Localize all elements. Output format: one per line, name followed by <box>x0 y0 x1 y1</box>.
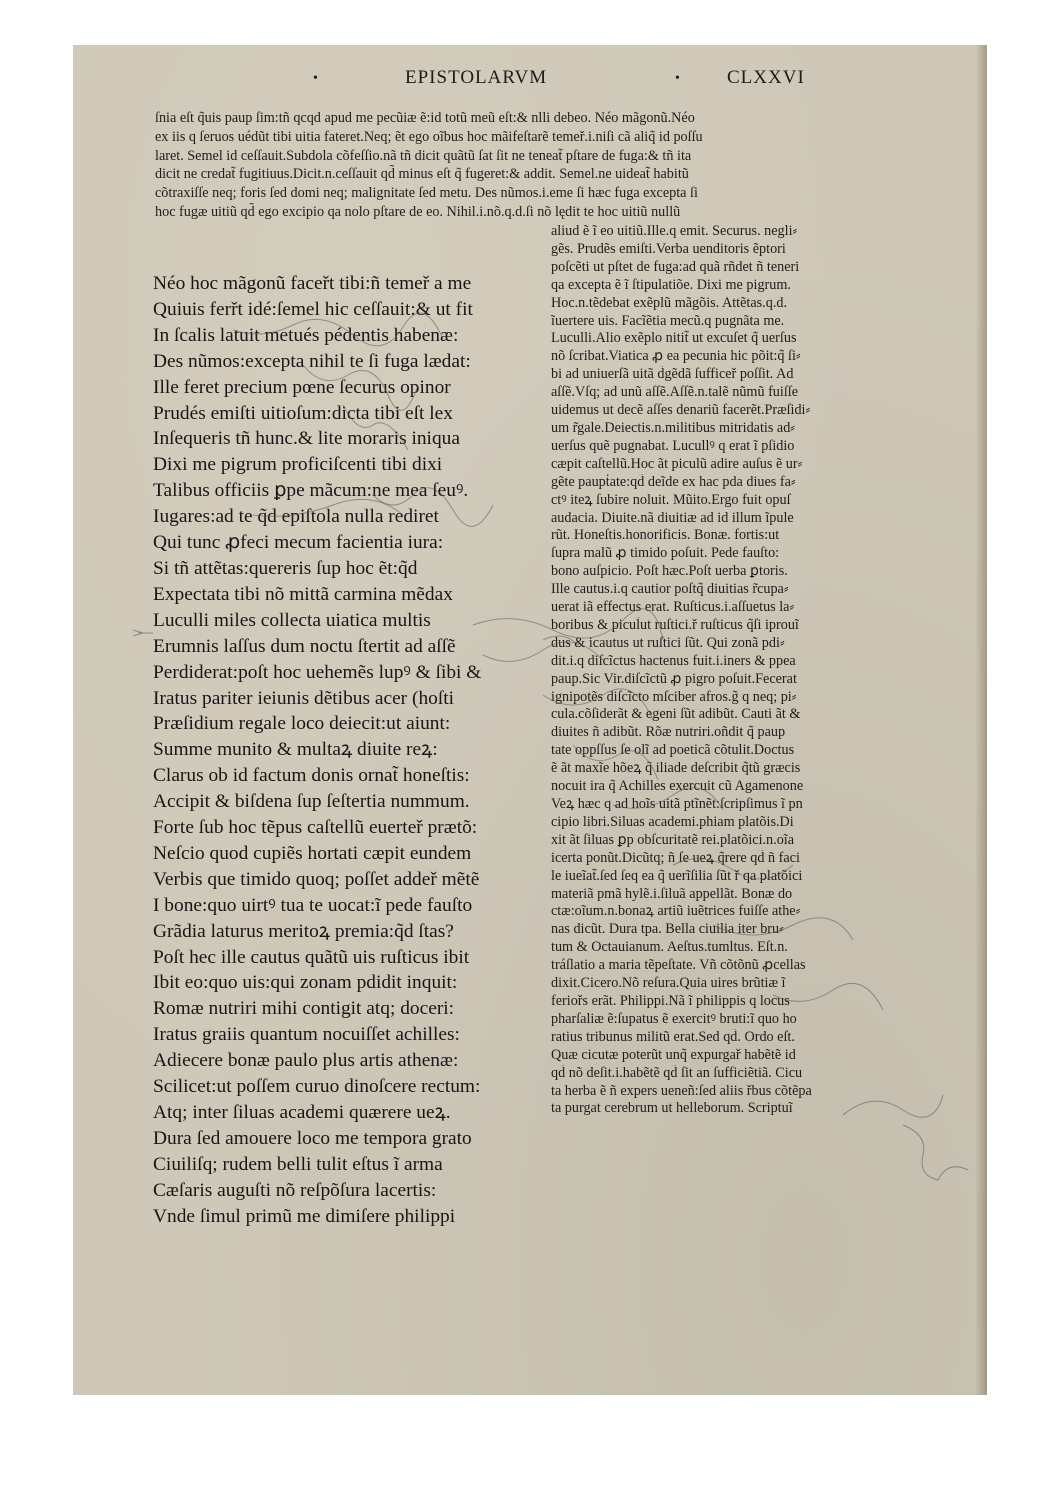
commentary-line: uerat iã effectus erat. Ruſticus.i.aſſuetus la⸗ <box>551 599 795 616</box>
poem-column <box>153 271 543 1230</box>
commentary-line: uerſus quẽ pugnabat. Lucullꝰ q erat ĩ pſidio <box>551 437 795 454</box>
commentary-line: cõtraxiſſe neq; foris ſed domi neq; malignitate ſed metu. Des nũmos.i.eme ſi hæc fuga excepta ſi <box>155 185 698 202</box>
poem-line: Grãdia laturus meritoꝝ premia:q̃d ſtas? <box>153 920 454 942</box>
commentary-line: qa excepta ẽ ĩ ſtipulatiõe. Dixi me pigrum. <box>551 276 791 293</box>
commentary-line: Ille cautus.i.q cautior poſtq̃ diuitias r̃cupa⸗ <box>551 581 789 598</box>
commentary-line: poſcẽti ut pſtet de fuga:ad quã rñdet ñ teneri <box>551 258 800 275</box>
commentary-line: nocuit ira q̃ Achilles exercuit cũ Agamenone <box>551 778 804 795</box>
poem-line: Erumnis laſſus dum noctu ſtertit ad aſſẽ <box>153 635 456 657</box>
commentary-line: dit.i.q diſcĩctus hactenus fuit.i.iners & ppea <box>551 652 796 669</box>
commentary-line: xit ãt ſiluas ꝑp obſcuritatẽ rei.platõici.n.oĩa <box>551 831 795 848</box>
commentary-line: uidemus ut decẽ aſſes denariũ facerẽt.Præſidi⸗ <box>551 402 811 419</box>
poem-line: Des nũmos:excepta nihil te ſi fuga lædat: <box>153 350 471 372</box>
poem-line: Præſidium regale loco deiecit:ut aiunt: <box>153 713 451 735</box>
poem-line: Expectata tibi nõ mittã carmina mẽdax <box>153 583 453 605</box>
commentary-line: cula.cõſiderãt & egeni ſũt adibũt. Cauti ãt & <box>551 706 801 723</box>
commentary-line: hoc fugæ uitiũ qd̃ ego excipio qa nolo pſtare de eo. Nihil.i.nõ.q.d.ſi nõ lędit te hoc uitiũ nullũ <box>155 203 681 220</box>
poem-line: Dixi me pigrum proficiſcenti tibi dixi <box>153 454 443 476</box>
poem-line: Clarus ob id factum donis ornat̃ honeſtis: <box>153 765 470 787</box>
poem-line: Neſcio quod cupiẽs hortati cæpit eundem <box>153 842 472 864</box>
commentary-line: aſſẽ.Vſq; ad unũ aſſẽ.Aſſẽ.n.talẽ nũmũ fuiſſe <box>551 384 799 401</box>
manuscript-page <box>73 45 987 1395</box>
commentary-line: gẽte paupṫate:qd̃ deĩde ex hac pda diues fa⸗ <box>551 473 796 490</box>
poem-line: Iugares:ad te q̃d epiſtola nulla rediret <box>153 506 439 528</box>
running-header <box>73 63 987 93</box>
pencil-stroke <box>903 1125 968 1180</box>
commentary-line: um r̃gale.Deiectis.n.militibus mitridatis ad⸗ <box>551 419 796 436</box>
commentary-line: ſupra malũ ꝓ timido poſuit. Pede fauſto: <box>551 545 780 562</box>
poem-line: Si tñ attẽtas:quereris ſup hoc ẽt:q̃d <box>153 557 418 579</box>
poem-line: Talibus officiis ꝑpe mãcum:ne mea ſeuꝰ. <box>153 480 469 502</box>
commentary-line: ĩuertere uis. Facĩẽtia mecũ.q pugnãta me. <box>551 312 785 329</box>
poem-line: Inſequeris tñ hunc.& lite moraris iniqua <box>153 428 460 450</box>
folio-number: CLXXVI <box>727 67 805 88</box>
commentary-line: le iueĩat̃.ſed ſeq ea q̃ uerĩſilia ſũt ř qa platõici <box>551 867 803 884</box>
header-dot: • <box>313 71 318 86</box>
commentary-line: cæpit caſtellũ.Hoc ãt piculũ adire auſus ẽ ur⸗ <box>551 455 803 472</box>
poem-line: In ſcalis latuit metués pédentis habenæ: <box>153 324 459 346</box>
commentary-line: bi ad uniuerſã uitã d̃gẽdã ſufficeř poſſit. Ad <box>551 366 794 383</box>
commentary-line: tate oppſſus ſe olĩ ad poeticã cõtulit.Doctus <box>551 742 795 759</box>
poem-line: Forte ſub hoc tẽpus caſtellũ euerteř prætõ: <box>153 817 478 839</box>
poem-line: Ibit eo:quo uis:qui zonam pdidit inquit: <box>153 972 458 994</box>
commentary-line: rũt. Honeſtis.honorificis. Bonæ. fortis:ut <box>551 527 780 544</box>
poem-line: Quiuis ferřt idé:ſemel hic ceſſauit:& ut fit <box>153 298 473 320</box>
commentary-line: ex iis q ſeruos uédũt tibi uitia fateret.Neq; ẽt ego oĩbus hoc mãifeſtarẽ temeř.i.niſi cã aliq̃ id poſſu <box>155 128 703 145</box>
poem-line: Adiecere bonæ paulo plus artis athenæ: <box>153 1050 459 1072</box>
commentary-line: ta purgat cerebrum ut helleborum. Scriptuĩ <box>551 1100 793 1117</box>
poem-line: I bone:quo uirtꝰ tua te uocat:ĩ pede fauſto <box>153 894 473 916</box>
commentary-line: diuites ñ adibũt. Rõæ nutriri.oñdit q̃ paup <box>551 724 786 741</box>
poem-line: Atq; inter ſiluas academi quærere ueꝝ. <box>153 1102 451 1123</box>
commentary-line: cipio libri.Siluas academi.phiam platõis.Di <box>551 813 794 830</box>
commentary-line: dicit ne credat̃ fugitiuus.Dicit.n.ceſſauit qd̃ minus eſt q̃ fugeret:& addit. Semel.ne uideat̃ habitũ <box>155 166 689 183</box>
commentary-line: icerta ponũt.Dicũtq; ñ ſe ueꝝ q̃rere qd̃ ñ faci <box>551 849 800 866</box>
poem-line: Romæ nutriri mihi contigit atq; doceri: <box>153 998 455 1020</box>
poem-line: Qui tunc ꝓfeci mecum facientia iura: <box>153 532 444 554</box>
poem-line: Summe munito & multaꝝ diuite reꝝ: <box>153 739 438 761</box>
commentary-line: ctꝰ iteꝝ ſubire noluit. Mũito.Ergo fuit opuſ <box>551 491 791 508</box>
poem-line: Luculli miles collecta uiatica multis <box>153 609 431 631</box>
header-dot: • <box>675 71 680 86</box>
commentary-line: dixit.Cicero.Nõ reſura.Quia uires brũtiæ ĩ <box>551 975 786 992</box>
commentary-line: gẽs. Prudẽs emiſti.Verba uenditoris ẽptori <box>551 240 786 257</box>
commentary-line: ratius tribunus militũ erat.Sed qd̃. Ordo eſt. <box>551 1028 795 1045</box>
commentary-line: nas dicũt. Dura tpa. Bella ciuilia iter bru⸗ <box>551 921 784 938</box>
commentary-line: pharſaliæ ẽ:ſupatus ẽ exercitꝰ bruti:ĩ quo ho <box>551 1010 797 1027</box>
commentary-line: ẽ ãt maxĩe hõeꝝ q̃ iliade deſcribit q̃tũ græcis <box>551 760 801 777</box>
commentary-line: tráſlatio a maria tẽpeſtate. Vñ cõtõnũ ꝓcellas <box>551 957 806 974</box>
commentary-line: Luculli.Alio exẽplo nitit̃ ut excuſet q̃ uerſus <box>551 330 797 347</box>
poem-line: Perdiderat:poſt hoc uehemẽs lupꝰ & ſibi & <box>153 661 482 683</box>
poem-line: Accipit & biſdena ſup ſeſtertia nummum. <box>153 791 470 813</box>
poem-line: Néo hoc mãgonũ faceřt tibi:ñ temeř a me <box>153 273 472 294</box>
poem-line: Cæſaris auguſti nõ reſpõſura lacertis: <box>153 1179 437 1201</box>
commentary-line: dus & icautus ut ruſtici ſũt. Qui zonã pdi⸗ <box>551 634 785 651</box>
commentary-line: feriořs erãt. Philippi.Nã ĩ philippis q locus <box>551 992 790 1009</box>
commentary-line: Hoc.n.tẽdebat exẽplũ mãgõis. Attẽtas.q.d. <box>551 294 788 311</box>
poem-line: Scilicet:ut poſſem curuo dinoſcere rectum: <box>153 1076 481 1098</box>
poem-line: Ille feret precium pœne ſecurus opinor <box>153 376 451 398</box>
commentary-line: ctæ:oĩum.n.bonaꝝ artiũ iuẽtrices fuiſſe athe⸗ <box>551 903 801 920</box>
commentary-line: laret. Semel id ceſſauit.Subdola cõfeſſio.nã tñ dicit quãtũ ſat ſit ne teneat̃ pſtare de fuga:& tñ ita <box>155 147 692 164</box>
pencil-stroke <box>133 630 153 636</box>
commentary-line: ignipotẽs diſcĩcto mſciber afros.g̃ q neq; pi⸗ <box>551 688 797 705</box>
commentary-line: Veꝝ hæc q ad hoĩs uitã ptĩnẽt:ſcripſimus ĩ pn <box>551 796 803 812</box>
commentary-line: audacia. Diuite.nã diuitiæ ad id illum ĩpule <box>551 509 794 526</box>
poem-line: Prudés emiſti uitioſum:dicta tibi eſt lex <box>153 402 453 424</box>
commentary-line: nõ ſcribat.Viatica ꝓ ea pecunia hic põit:q̃ ſi⸗ <box>551 348 801 365</box>
poem-line: Iratus pariter ieiunis dẽtibus acer (hoſti <box>153 687 454 709</box>
commentary-line: bono auſpicio. Poſt hæc.Poſt uerba ꝑtoris. <box>551 563 788 580</box>
running-title: EPISTOLARVM <box>405 67 548 88</box>
commentary-line: tum & Octauianum. Aeſtus.tumltus. Eſt.n. <box>551 939 788 956</box>
commentary-line: aliud ẽ ĩ eo uitiũ.Ille.q emit. Securus. negli⸗ <box>551 223 798 239</box>
commentary-line: Quæ cicutæ poterũt unq̃ expurgař habẽtẽ id <box>551 1046 796 1063</box>
page-edge-shadow <box>975 45 987 1395</box>
poem-line: Vnde ſimul primũ me dimiſere philippi <box>153 1205 456 1227</box>
commentary-line: qd̃ nõ deſit.i.habẽtẽ qd̃ ſit an ſufficiẽtiã. Cicu <box>551 1064 803 1081</box>
poem-line: Verbis que timido quoq; poſſet addeř mẽtẽ <box>153 868 480 890</box>
poem-line: Poſt hec ille cautus quãtũ uis ruſticus ibit <box>153 946 470 968</box>
commentary-top-block <box>155 109 955 222</box>
poem-line: Dura ſed amouere loco me tempora grato <box>153 1127 472 1149</box>
commentary-line: materiã pmã hylẽ.i.ſiluã appellãt. Bonæ do <box>551 885 793 902</box>
commentary-line: ta herba ẽ ñ expers ueneñ:ſed aliis řbus cõtẽpa <box>551 1082 812 1099</box>
commentary-line: paup.Sic Vir.diſcĩctũ ꝓ pigro poſuit.Fecerat <box>551 670 797 687</box>
commentary-line: boribus & picul̃ut ruſtici.ř ruſticus q̃ſi iprouĩ <box>551 616 799 633</box>
commentary-right-column <box>551 223 965 1118</box>
poem-line: Iratus graiis quantum nocuiſſet achilles: <box>153 1024 460 1046</box>
poem-line: Ciuiliſq; rudem belli tulit eſtus ĩ arma <box>153 1153 443 1175</box>
commentary-line: ſnia eſt q̃uis paup ſim:tñ qcqd apud me pecũiæ ẽ:id totũ meũ eſt:& nlli debeo. Néo mãgonũ.Néo <box>155 110 695 126</box>
